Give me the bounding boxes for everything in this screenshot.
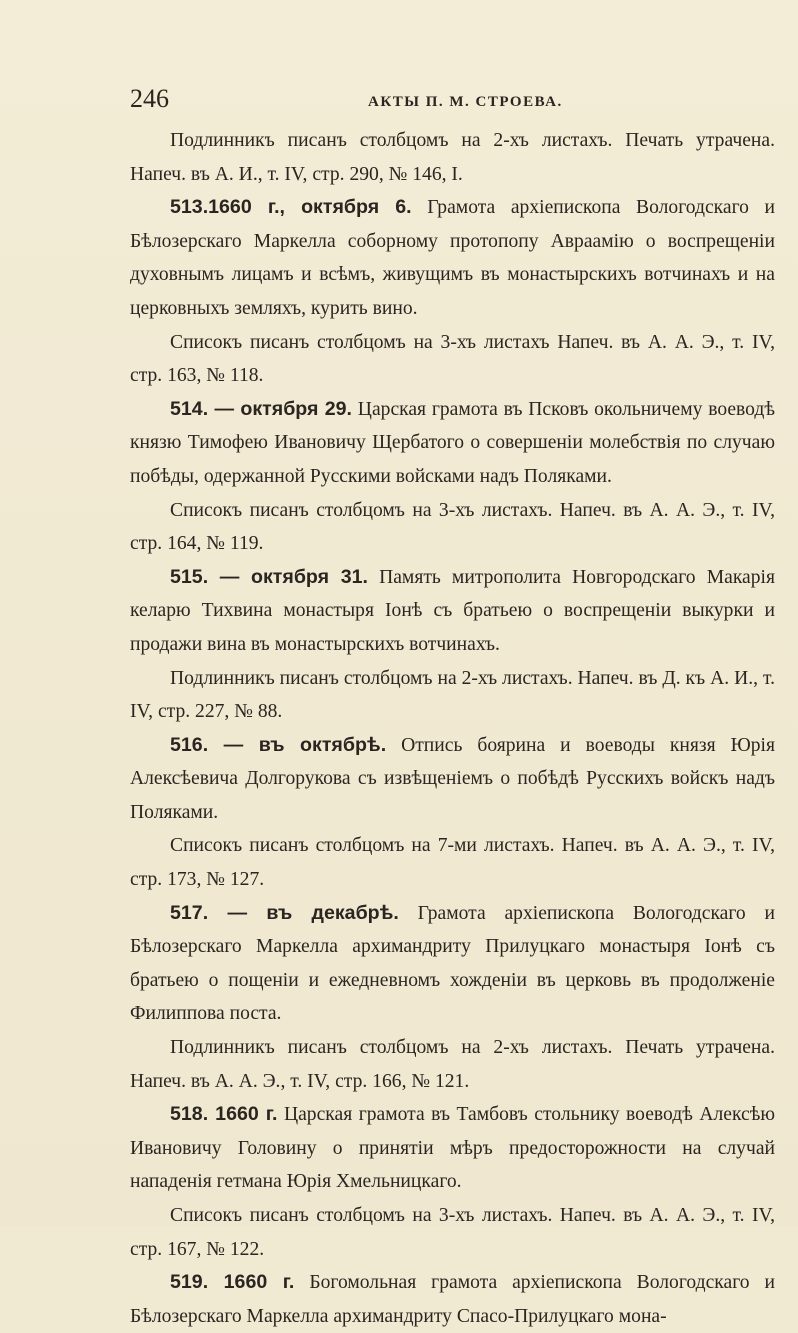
- page-number: 246: [130, 84, 169, 113]
- entry-text: Память митрополита Новгородскаго Макарія келарю Тихвина монастыря Іонѣ съ братьею о воспрещеніи выкурки и продажи вина въ монастырскихъ вотчинахъ.: [130, 566, 775, 655]
- entry-517: [130, 897, 775, 1031]
- source-note-text: Списокъ писанъ столбцомъ на 3-хъ листахъ. Напеч. въ А. А. Э., т. IV, стр. 164, № 119.: [130, 499, 775, 555]
- entry-519: [130, 1266, 775, 1333]
- source-note-text: Подлинникъ писанъ столбцомъ на 2-хъ листахъ. Печать утрачена. Напеч. въ А. И., т. IV, стр. 290, № 146, I.: [130, 130, 775, 185]
- entry-518: [130, 1098, 775, 1199]
- entry-text: Грамота архіепископа Вологодскаго и Бѣлозерскаго Маркелла соборному протопопу Авраамію о воспрещеніи духовнымъ лицамъ и всѣмъ, живущимъ въ монастырскихъ вотчинахъ и на церковныхъ земляхъ, курить вино.: [130, 197, 775, 319]
- source-note-text: Списокъ писанъ столбцомъ на 3-хъ листахъ. Напеч. въ А. А. Э., т. IV, стр. 167, № 122.: [130, 1205, 775, 1260]
- entry-date: — октября 31.: [208, 565, 368, 588]
- page-header: [130, 84, 768, 116]
- entry-date: — въ декабрѣ.: [208, 901, 399, 924]
- source-note: [130, 829, 775, 896]
- entry-text: Царская грамота въ Псковъ окольничему воеводѣ князю Тимофею Ивановичу Щербатого о совершеніи молебствія по случаю побѣды, одержанной Русскими войсками надъ Поляками.: [130, 398, 776, 487]
- source-note: [130, 124, 775, 191]
- entry-515: [130, 561, 775, 662]
- entry-number: 514.: [170, 397, 209, 420]
- page-body: [130, 124, 775, 1333]
- entry-text: Грамота архіепископа Вологодскаго и Бѣлозерскаго Маркелла архимандриту Прилуцкаго монастыря Іонѣ съ братьею о пощеніи и ежедневномъ хожденіи въ церковь въ продолженіе Филиппова поста.: [130, 902, 775, 1025]
- source-note: [130, 1031, 775, 1098]
- source-note: [130, 662, 775, 729]
- entry-number: 518.: [170, 1103, 209, 1126]
- entry-513: [130, 191, 775, 325]
- running-head: АКТЫ П. М. СТРОЕВА.: [368, 94, 563, 110]
- source-note: [130, 494, 775, 561]
- entry-date: 1660 г., октября 6.: [208, 196, 412, 219]
- entry-date: — октября 29.: [208, 397, 353, 420]
- entry-516: [130, 729, 775, 830]
- entry-514: [130, 393, 775, 494]
- entry-date: 1660 г.: [208, 1103, 278, 1126]
- entry-date: 1660 г.: [208, 1271, 295, 1294]
- source-note: [130, 1199, 775, 1266]
- entry-text: Царская грамота въ Тамбовъ стольнику воеводѣ Алексѣю Ивановичу Головину о принятіи мѣръ предосторожности на случай нападенія гетмана Юрія Хмельницкаго.: [130, 1104, 775, 1193]
- entry-number: 515.: [170, 565, 209, 588]
- source-note-text: Списокъ писанъ столбцомъ на 3-хъ листахъ Напеч. въ А. А. Э., т. IV, стр. 163, № 118.: [130, 331, 775, 387]
- entry-number: 516.: [170, 733, 209, 756]
- entry-text: Отпись боярина и воеводы князя Юрія Алексѣевича Долгорукова съ извѣщеніемъ о побѣдѣ Русскихъ войскъ надъ Поляками.: [130, 734, 775, 823]
- source-note-text: Подлинникъ писанъ столбцомъ на 2-хъ листахъ. Печать утрачена. Напеч. въ А. А. Э., т. IV, стр. 166, № 121.: [130, 1037, 775, 1092]
- entry-number: 519.: [170, 1271, 209, 1294]
- entry-date: — въ октябрѣ.: [208, 733, 387, 756]
- source-note: [130, 326, 775, 393]
- entry-number: 513.: [170, 196, 209, 219]
- entry-text: Богомольная грамота архіепископа Вологодскаго и Бѣлозерскаго Маркелла архимандриту Спасо-Прилуцкаго мона-: [130, 1272, 775, 1327]
- source-note-text: Списокъ писанъ столбцомъ на 7-ми листахъ. Напеч. въ А. А. Э., т. IV, стр. 173, № 127.: [130, 835, 775, 891]
- source-note-text: Подлинникъ писанъ столбцомъ на 2-хъ листахъ. Напеч. въ Д. къ А. И., т. IV, стр. 227, № 88.: [130, 667, 775, 723]
- entry-number: 517.: [170, 901, 209, 924]
